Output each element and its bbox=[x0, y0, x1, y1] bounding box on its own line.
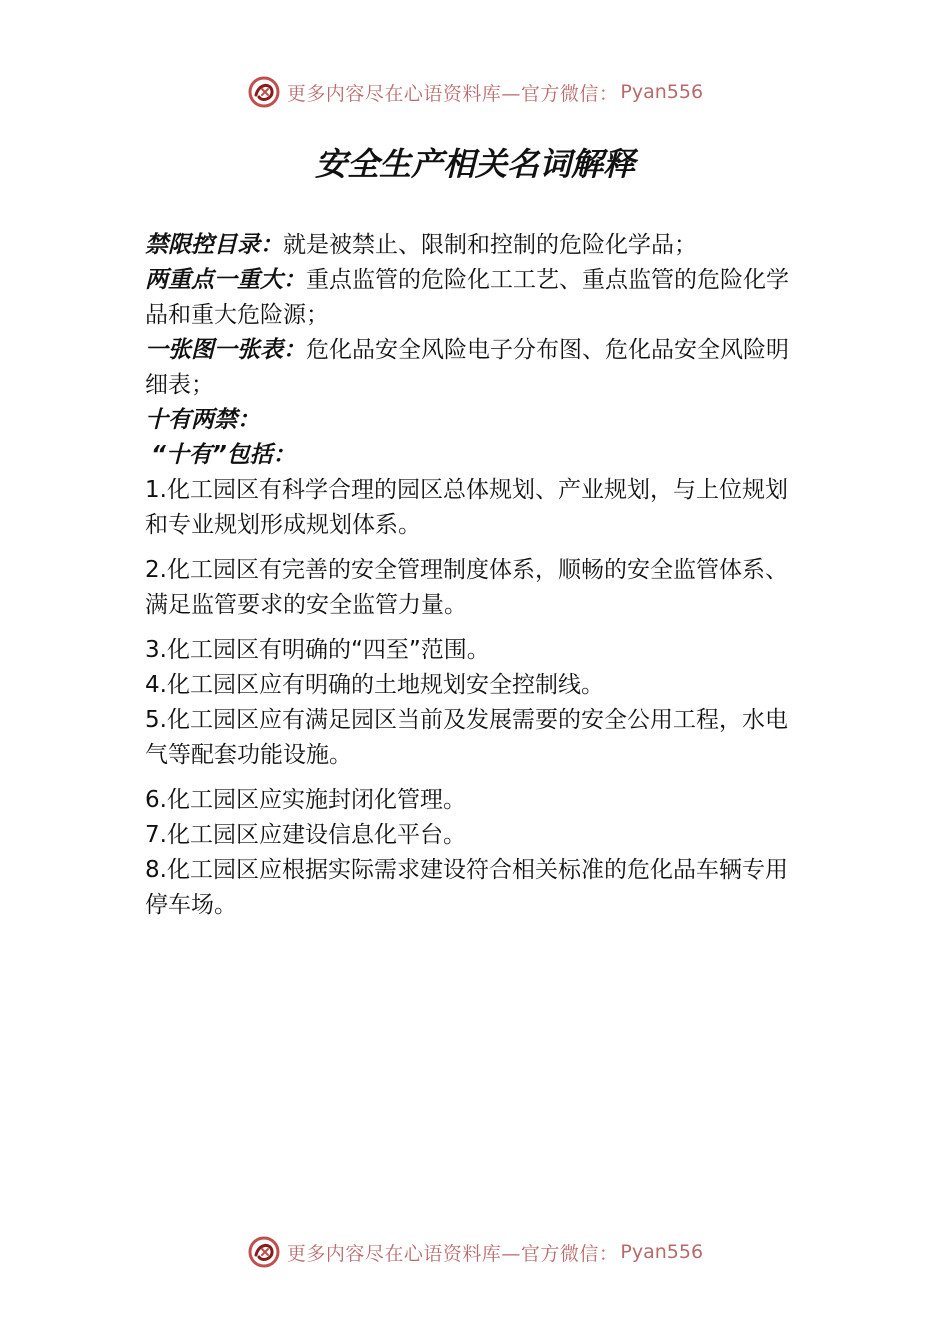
watermark-text: 更多内容尽在心语资料库—官方微信： bbox=[286, 1242, 619, 1265]
list-item: 5.化工园区应有满足园区当前及发展需要的安全公用工程，水电气等配套功能设施。 bbox=[145, 707, 788, 768]
list-item: 7.化工园区应建设信息化平台。 bbox=[145, 822, 466, 848]
definition-term: 禁限控目录： bbox=[145, 232, 283, 258]
watermark-wechat-id: Pyan556 bbox=[620, 1241, 704, 1263]
definition-term: 两重点一重大： bbox=[145, 267, 306, 293]
footer-watermark bbox=[0, 1232, 950, 1272]
list-item: 3.化工园区有明确的“四至”范围。 bbox=[145, 637, 490, 663]
list-item: 2.化工园区有完善的安全管理制度体系，顺畅的安全监管体系、满足监管要求的安全监管力量。 bbox=[145, 557, 788, 618]
document-title: 安全生产相关名词解释 bbox=[314, 145, 635, 183]
list-item: 4.化工园区应有明确的土地规划安全控制线。 bbox=[145, 672, 604, 698]
definition-text: 就是被禁止、限制和控制的危险化学品； bbox=[283, 232, 697, 258]
definition-text: 重点监管的危险化工工艺、重点监管的危险化学品和重大危险源； bbox=[145, 267, 789, 328]
watermark-text: 更多内容尽在心语资料库—官方微信： bbox=[286, 82, 619, 105]
list-item: 8.化工园区应根据实际需求建设符合相关标准的危化品车辆专用停车场。 bbox=[145, 857, 788, 918]
section-heading: 十有两禁： bbox=[145, 407, 260, 433]
header-watermark bbox=[0, 72, 950, 112]
definition-entry bbox=[145, 263, 810, 333]
definition-term: 一张图一张表： bbox=[145, 337, 306, 363]
definition-text: 危化品安全风险电子分布图、危化品安全风险明细表； bbox=[145, 337, 789, 398]
definition-entry bbox=[145, 333, 810, 403]
watermark-wechat-id: Pyan556 bbox=[620, 81, 704, 103]
list-item: 1.化工园区有科学合理的园区总体规划、产业规划，与上位规划和专业规划形成规划体系。 bbox=[145, 477, 788, 538]
list-item: 6.化工园区应实施封闭化管理。 bbox=[145, 787, 466, 813]
subsection-heading: “十有”包括： bbox=[151, 442, 296, 468]
heart-swirl-logo-icon bbox=[247, 1235, 281, 1269]
heart-swirl-logo-icon bbox=[247, 75, 281, 109]
document-body bbox=[145, 228, 810, 923]
definition-entry bbox=[145, 228, 810, 263]
